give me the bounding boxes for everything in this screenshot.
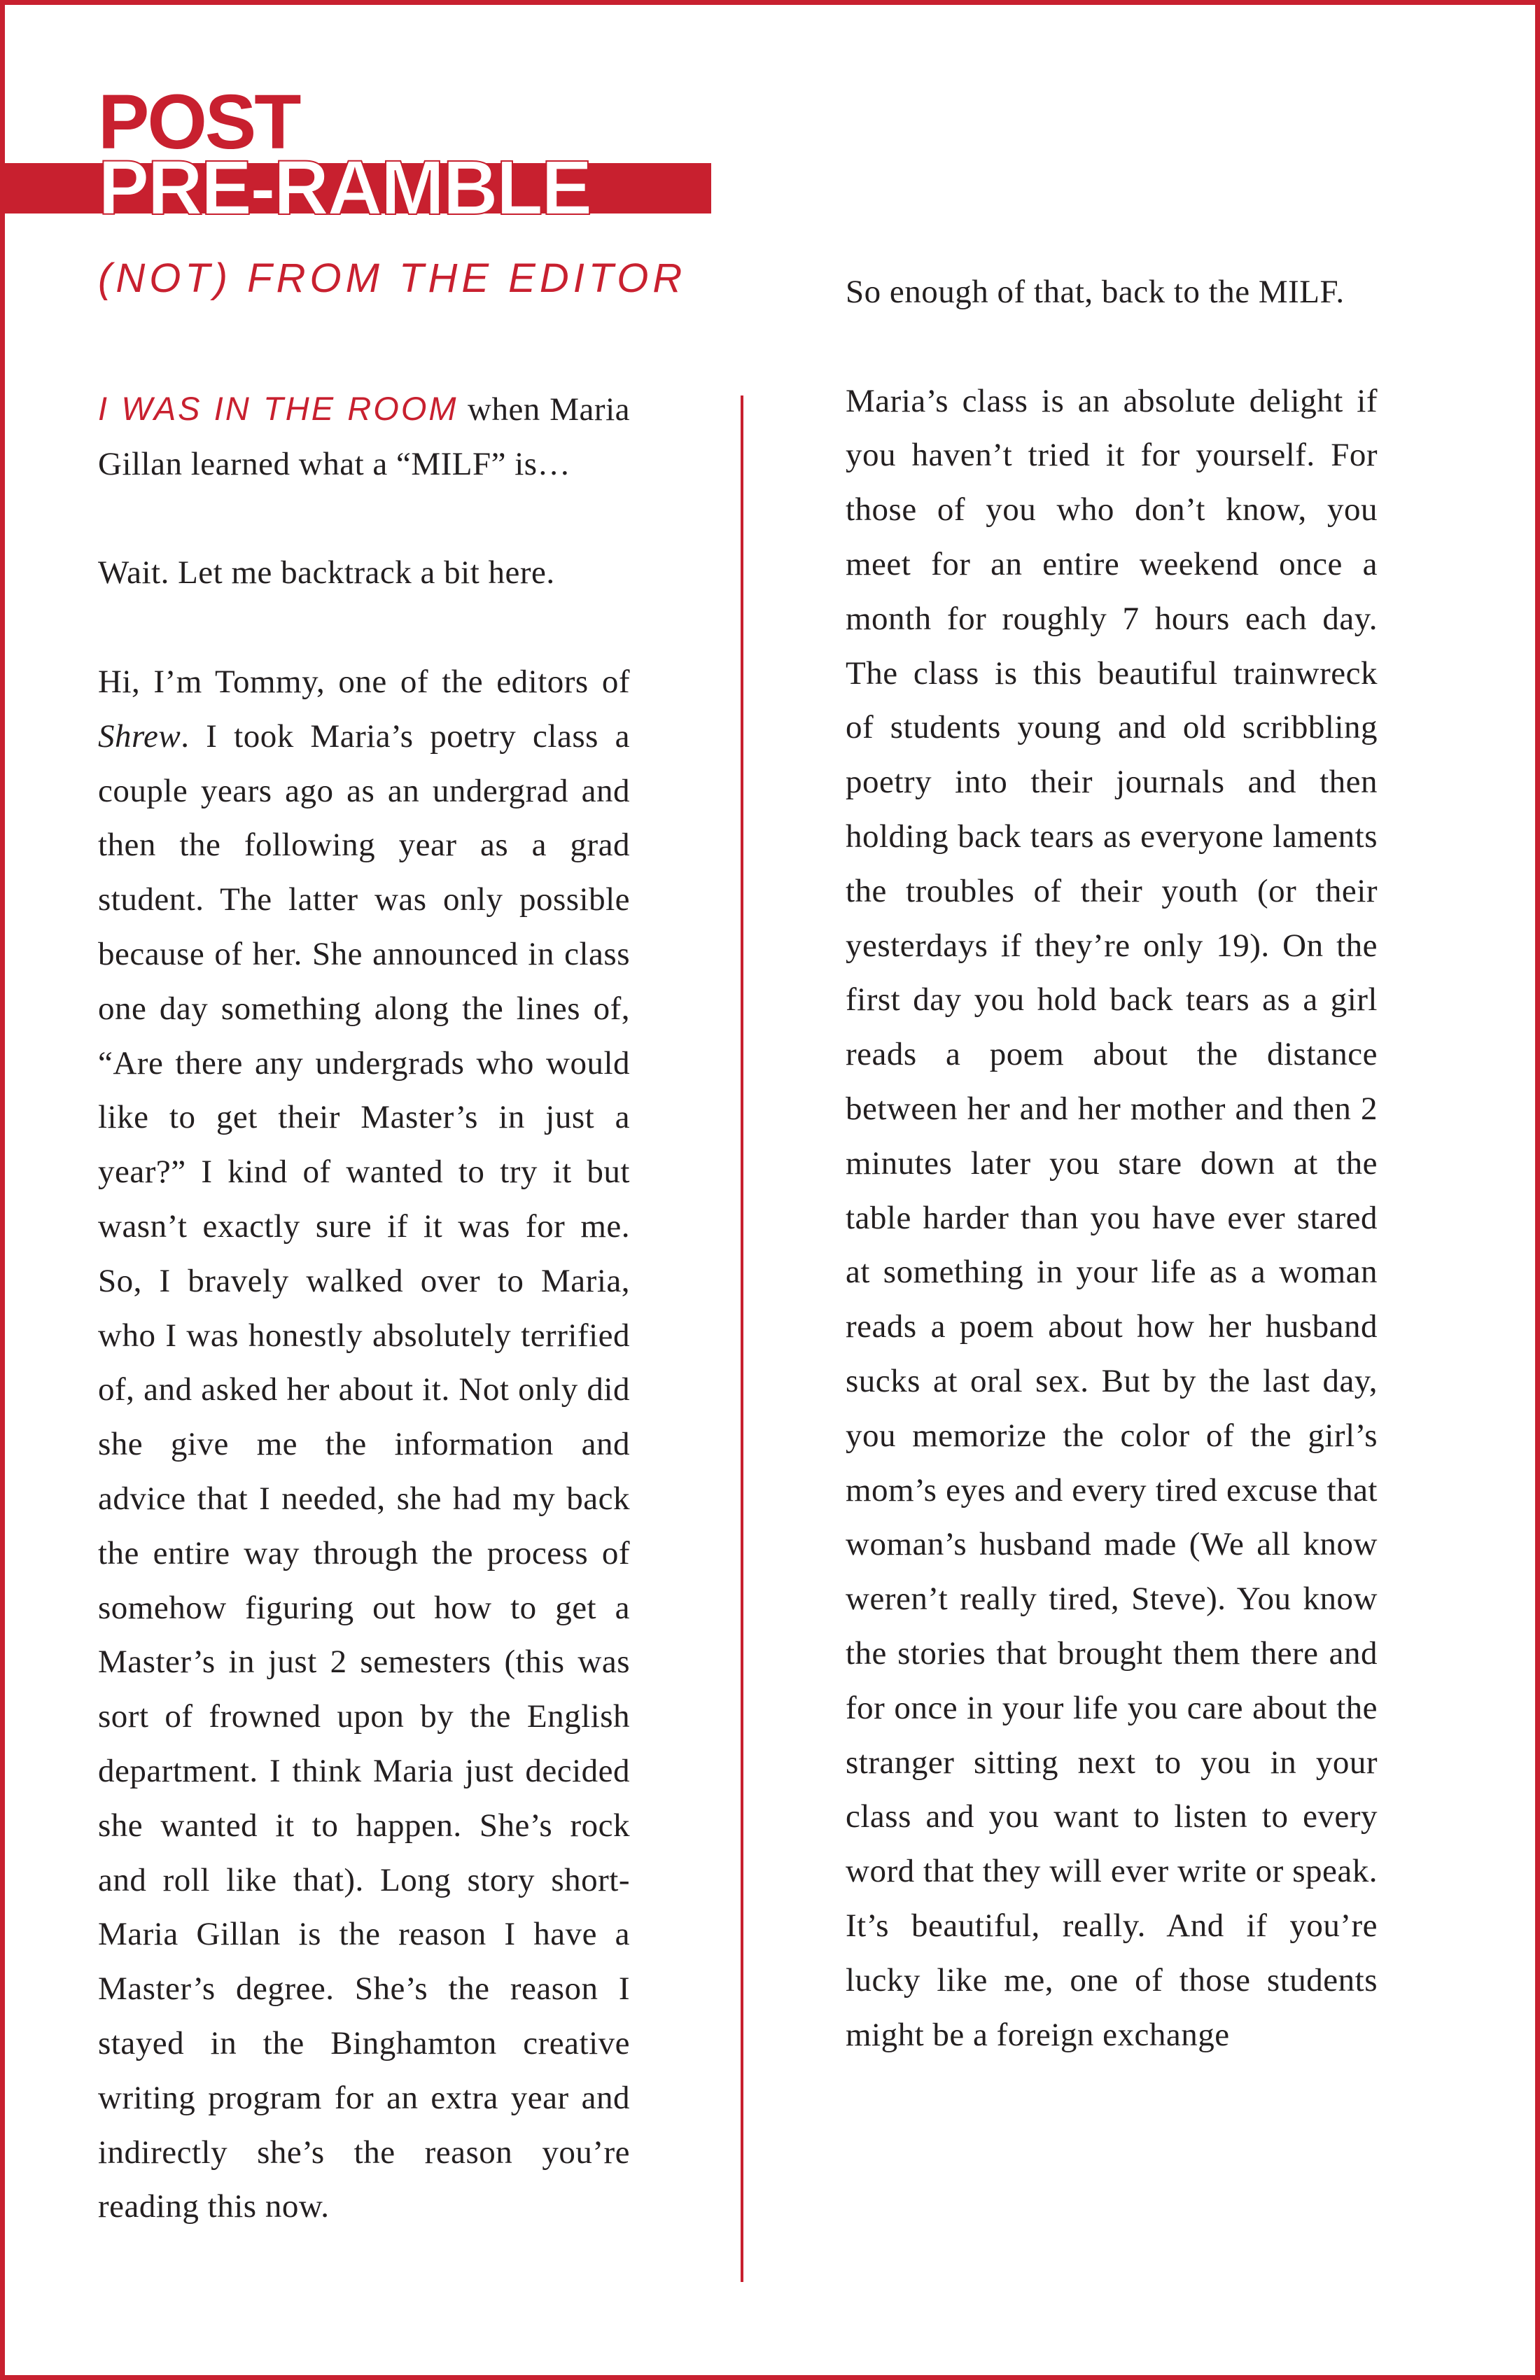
magazine-title: Shrew [98, 718, 181, 755]
intro-paragraph [98, 655, 630, 2234]
page-title [98, 79, 591, 231]
opening-paragraph [98, 382, 630, 492]
intro-text-rest: . I took Maria’s poetry class a couple years ago as an undergrad and then the following year as a grad student. The latter was only possible because of her. She announced in class one day something along the lines of, “Are there any undergrads who would like to get their Master’s in just a year?” I kind of wanted to try it but wasn’t exactly sure if it was for me. So, I bravely walked over to Maria, who I was honestly absolutely terrified of, and asked her about it. Not only did she give me the information and advice that I needed, she had my back the entire way through the process of somehow figuring out how to get a Master’s in just 2 semesters (this was sort of frowned upon by the English department. I think Maria just decided she wanted it to happen. She’s rock and roll like that). Long story short- Maria Gillan is the reason I have a Master’s degree. She’s the reason I stayed in the Binghamton creative writing program for an extra year and indirectly she’s the reason you’re reading this now. [98, 718, 630, 2225]
column-divider [741, 396, 743, 2282]
class-description-paragraph: Maria’s class is an absolute delight if you haven’t tried it for yourself. For those of you who don’t know, you meet for an entire weekend once a month for roughly 7 hours each day. The class is this beautiful trainwreck of students young and old scribbling poetry into their journals and then holding back tears as everyone laments the troubles of their youth (or their yesterdays if they’re only 19). On the first day you hold back tears as a girl reads a poem about the distance between her and her mother and then 2 minutes later you stare down at the table harder than you have ever stared at something in your life as a woman reads a poem about how her husband sucks at oral sex. But by the last day, you memorize the color of the girl’s mom’s eyes and every tired excuse that woman’s husband made (We all know weren’t really tired, Steve). You know the stories that brought them there and for once in your life you care about the stranger sitting next to you in your class and you want to listen to every word that they will ever write or speak. It’s beautiful, really. And if you’re lucky like me, one of those students might be a foreign exchange [846, 382, 1378, 2053]
enough-paragraph: So enough of that, back to the MILF. [846, 274, 1345, 310]
page-subtitle: (NOT) FROM THE EDITOR [98, 255, 687, 301]
left-column [98, 382, 630, 2234]
backtrack-paragraph: Wait. Let me backtrack a bit here. [98, 554, 555, 592]
intro-text-start: Hi, I’m Tommy, one of the editors of [98, 663, 630, 700]
title-line-post: POST [98, 79, 300, 165]
lead-in-text: I WAS IN THE ROOM [98, 390, 458, 427]
right-column [846, 265, 1378, 2062]
opening-text: when Maria Gillan learned what a “MILF” is… [98, 391, 630, 482]
title-line-pre-ramble: PRE-RAMBLE [98, 145, 591, 231]
